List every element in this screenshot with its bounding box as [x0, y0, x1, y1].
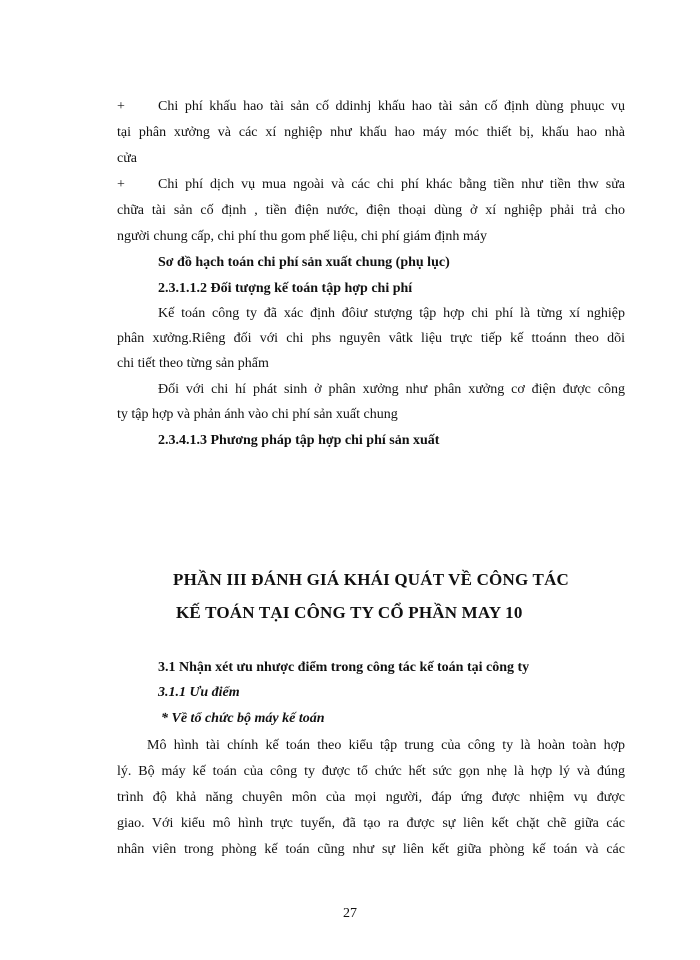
para2-line-2: ty tập hợp và phản ánh vào chi phí sản xuất chung	[117, 407, 398, 422]
page-number: 27	[343, 906, 357, 921]
part3-para-line-4: giao. Với kiểu mô hình trực tuyến, đã tạo ra được sự liên kết chặt chẽ giữa các	[117, 816, 625, 831]
part-title-line-2: KẾ TOÁN TẠI CÔNG TY CỔ PHẦN MAY 10	[176, 603, 523, 622]
bullet1-line-1: Chi phí khấu hao tài sản cố ddinhj khấu hao tài sản cố định dùng phuục vụ	[158, 99, 625, 114]
section-heading-311: 3.1.1 Ưu điểm	[158, 685, 240, 700]
para1-line-2: phân xưởng.Riêng đối với chi phs nguyên vâtk liệu trực tiếp kế ttoánn theo dõi	[117, 331, 625, 346]
para1-line-1: Kế toán công ty đã xác định đôiư stượng tập hợp chi phí là từng xí nghiệp	[158, 306, 625, 321]
bullet2-line-1: Chi phí dịch vụ mua ngoài và các chi phí khác bằng tiền như tiền thw sửa	[158, 177, 625, 192]
part3-para-line-5: nhân viên trong phòng kế toán cũng như sự liên kết giữa phòng kế toán và các	[117, 842, 625, 857]
section-heading-2311: 2.3.1.1.2 Đối tượng kế toán tập hợp chi phí	[158, 281, 413, 296]
org-heading: * Về tổ chức bộ máy kế toán	[161, 711, 325, 726]
part3-para-line-2: lý. Bộ máy kế toán của công ty được tổ chức hết sức gọn nhẹ là hợp lý và đúng	[117, 764, 625, 779]
part3-para-line-3: trình độ khả năng chuyên môn của mọi người, đáp ứng được nhiệm vụ được	[117, 790, 625, 805]
bullet-marker-2: +	[117, 177, 125, 192]
para1-line-3: chi tiết theo từng sản phẩm	[117, 356, 269, 371]
bullet-marker-1: +	[117, 99, 125, 114]
part-title-line-1: PHẦN III ĐÁNH GIÁ KHÁI QUÁT VỀ CÔNG TÁC	[173, 570, 570, 589]
bullet2-line-2: chữa tài sản cố định , tiền điện nước, điện thoại dùng ở xí nghiệp phải trả cho	[117, 203, 625, 218]
section-heading-31: 3.1 Nhận xét ưu nhược điểm trong công tác kế toán tại công ty	[158, 660, 530, 675]
section-heading-2341: 2.3.4.1.3 Phương pháp tập hợp chi phí sản xuất	[158, 433, 440, 448]
bullet1-line-2: tại phân xưởng và các xí nghiệp như khấu hao máy móc thiết bị, khấu hao nhà	[117, 125, 625, 140]
diagram-heading: Sơ đồ hạch toán chi phí sản xuất chung (phụ lục)	[158, 255, 450, 270]
part3-para-line-1: Mô hình tài chính kế toán theo kiểu tập trung của công ty là hoàn toàn hợp	[147, 738, 625, 753]
bullet2-line-3: người chung cấp, chi phí thu gom phế liệu, chi phí giám định máy	[117, 229, 487, 244]
bullet1-line-3: cửa	[117, 151, 138, 166]
para2-line-1: Đối với chi hí phát sinh ở phân xưởng như phân xưởng cơ điện được công	[158, 382, 625, 397]
